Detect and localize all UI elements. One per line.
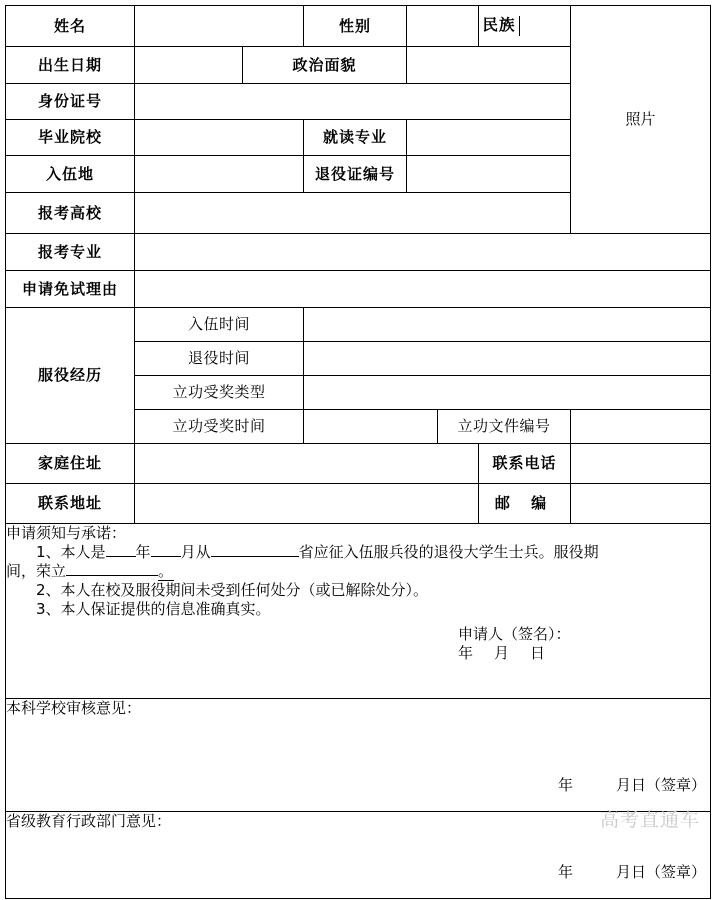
notes-item-1-cont: [6, 562, 710, 582]
applicant-date-year: 年: [458, 643, 474, 662]
field-name[interactable]: [135, 6, 304, 47]
field-enlist-time[interactable]: [304, 308, 711, 342]
field-political-status[interactable]: [407, 47, 571, 84]
field-ethnicity-group: [479, 6, 571, 47]
field-merit-award-type[interactable]: [304, 376, 711, 410]
table-row-contact-address: [6, 484, 711, 524]
province-review-date-month: 月: [615, 862, 631, 881]
label-birth-date: 出生日期: [6, 47, 135, 84]
school-review-date-month: 月: [615, 775, 631, 794]
province-review-date-line: [6, 863, 710, 882]
applicant-date-month: 月: [494, 643, 510, 662]
notes-item-1: [6, 543, 710, 562]
field-applied-university[interactable]: [135, 193, 571, 234]
label-merit-doc-number: 立功文件编号: [438, 410, 571, 444]
field-merit-award-time[interactable]: [304, 410, 438, 444]
label-enlist-time: 入伍时间: [135, 308, 304, 342]
label-applied-major: 报考专业: [6, 234, 135, 271]
field-graduate-school[interactable]: [135, 120, 304, 156]
notes-item1-part-a: 1、本人是: [36, 542, 106, 561]
label-discharge-time: 退役时间: [135, 342, 304, 376]
label-exemption-reason: 申请免试理由: [6, 271, 135, 308]
field-applied-major[interactable]: [135, 234, 711, 271]
table-row-applied-major: [6, 234, 711, 271]
label-postal-code: 邮 编: [479, 484, 571, 524]
field-id-number[interactable]: [135, 84, 571, 120]
label-name: 姓名: [6, 6, 135, 47]
field-birth-date[interactable]: [135, 47, 243, 84]
field-exemption-reason[interactable]: [135, 271, 711, 308]
field-gender[interactable]: [407, 6, 479, 47]
blank-province[interactable]: [211, 556, 299, 557]
applicant-signature-block: [6, 625, 710, 663]
field-major-studied[interactable]: [407, 120, 571, 156]
table-row-name: [6, 6, 711, 47]
label-gender: 性别: [304, 6, 407, 47]
label-contact-phone: 联系电话: [479, 444, 571, 484]
photo-placeholder[interactable]: 照片: [571, 6, 711, 234]
province-review-date-day: 日（签章）: [630, 862, 706, 881]
application-form-sheet: [5, 5, 710, 898]
school-review-date-day: 日（签章）: [630, 775, 706, 794]
student-soldier-exemption-form: [5, 5, 711, 899]
label-id-number: 身份证号: [6, 84, 135, 120]
applicant-date-line: [6, 644, 710, 663]
notes-item-3: 3、本人保证提供的信息准确真实。: [36, 600, 271, 618]
applicant-signature-label: 申请人（签名）：: [458, 624, 571, 643]
label-discharge-cert-no: 退役证编号: [304, 156, 407, 193]
field-contact-address[interactable]: [135, 484, 479, 524]
label-major-studied: 就读专业: [304, 120, 407, 156]
notes-item1-part-b: 年: [135, 542, 151, 561]
field-ethnicity[interactable]: [520, 16, 571, 35]
notes-and-commitment-block: [6, 524, 711, 699]
field-enlistment-place[interactable]: [135, 156, 304, 193]
field-discharge-time[interactable]: [304, 342, 711, 376]
school-review-block[interactable]: [6, 699, 711, 812]
label-enlistment-place: 入伍地: [6, 156, 135, 193]
label-contact-address: 联系地址: [6, 484, 135, 524]
notes-item1-part-e: 间，荣立: [6, 561, 67, 580]
applicant-date-day: 日: [530, 643, 546, 662]
field-discharge-cert-no[interactable]: [407, 156, 571, 193]
table-row-exemption-reason: [6, 271, 711, 308]
label-graduate-school: 毕业院校: [6, 120, 135, 156]
label-merit-award-type: 立功受奖类型: [135, 376, 304, 410]
notes-item-2: 2、本人在校及服役期间未受到任何处分（或已解除处分）。: [36, 581, 429, 600]
table-row-notes: [6, 524, 711, 699]
label-ethnicity: 民族: [479, 16, 520, 35]
label-applied-university: 报考高校: [6, 193, 135, 234]
province-review-date-year: 年: [557, 862, 573, 881]
applicant-date-inner: [458, 644, 545, 662]
label-political-status: 政治面貌: [243, 47, 407, 84]
field-merit-doc-number[interactable]: [571, 410, 711, 444]
school-review-space: [6, 718, 710, 776]
field-postal-code[interactable]: [571, 484, 711, 524]
province-review-title: 省级教育行政部门意见：: [6, 812, 172, 830]
province-review-block[interactable]: [6, 808, 711, 899]
notes-heading: 申请须知与承诺：: [6, 524, 127, 542]
school-review-date-line: [6, 776, 710, 795]
label-merit-award-time: 立功受奖时间: [135, 410, 304, 444]
field-contact-phone[interactable]: [571, 444, 711, 484]
label-service-experience: 服役经历: [6, 308, 135, 444]
school-review-title: 本科学校审核意见：: [6, 699, 142, 717]
blank-merit[interactable]: [66, 575, 158, 576]
blank-year[interactable]: [106, 556, 136, 557]
notes-item1-part-d: 省应征入伍服兵役的退役大学生士兵。服役期: [298, 542, 599, 561]
field-home-address[interactable]: [135, 444, 479, 484]
notes-item1-part-f: 。: [158, 561, 174, 580]
table-row-home-address: [6, 444, 711, 484]
watermark-label: 高考直通车: [599, 808, 700, 831]
blank-merit-tail: [158, 562, 174, 582]
table-row-enlist-time: [6, 308, 711, 342]
label-home-address: 家庭住址: [6, 444, 135, 484]
table-row-province-review: [6, 812, 711, 899]
blank-month[interactable]: [151, 556, 181, 557]
table-row-school-review: [6, 699, 711, 812]
school-review-date-year: 年: [557, 775, 573, 794]
notes-item1-part-c: 月从: [180, 542, 211, 561]
